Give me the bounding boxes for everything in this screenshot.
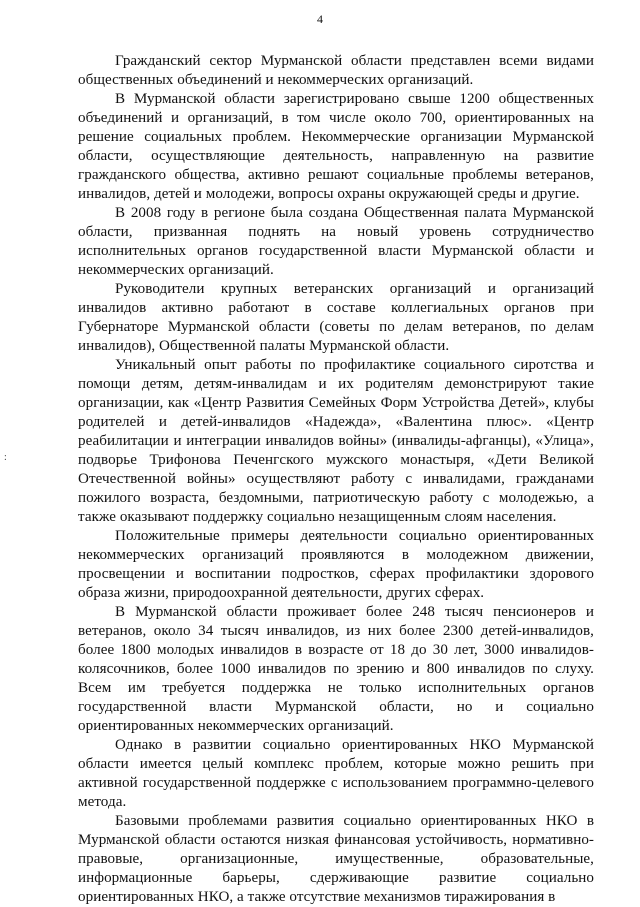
paragraph-civil-sector: Гражданский сектор Мурманской области представлен всеми видами общественных объединений и некоммерческих организаций. [78, 53, 594, 88]
paragraph-population-statistics: В Мурманской области проживает более 248 тысяч пенсионеров и ветеранов, около 34 тысяч инвалидов, из них более 2300 детей-инвалидов, более 1800 молодых инвалидов в возрасте от 18 до 30 лет, 3000 инвалидов-колясочников, более 1000 инвалидов по зрению и 800 инвалидов по слуху. Всем им требуется поддержка не только исполнительных органов государственной власти Мурманской области, но и социально ориентированных некоммерческих организаций. [78, 604, 594, 734]
paragraph-unique-experience: Уникальный опыт работы по профилактике социального сиротства и помощи детям, детям-инвалидам и их родителям демонстрируют такие организации, как «Центр Развития Семейных Форм Устройства Детей», клубы родителей и детей-инвалидов «Надежда», «Валентина плюс». «Центр реабилитации и интеграции инвалидов войны» (инвалиды-афганцы), «Улица», подворье Трифонова Печенгского мужского монастыря, «Дети Великой Отечественной войны» осуществляют работу с инвалидами, гражданами пожилого возраста, бездомными, патриотическую работу с молодежью, а также оказывают поддержку социально незащищенным слоям населения. [78, 357, 594, 525]
paragraph-public-chamber: В 2008 году в регионе была создана Общественная палата Мурманской области, призванная поднять на новый уровень сотрудничество исполнительных органов государственной власти Мурманской области и некоммерческих организаций. [78, 205, 594, 278]
page-number: 4 [317, 12, 323, 26]
paragraph-positive-examples: Положительные примеры деятельности социально ориентированных некоммерческих организаций проявляются в молодежном движении, просвещении и воспитании подростков, сферах профилактики здорового образа жизни, природоохранной деятельности, других сферах. [78, 528, 594, 601]
paragraph-registered-organizations: В Мурманской области зарегистрировано свыше 1200 общественных объединений и организаций, в том числе около 700, ориентированных на решение социальных проблем. Некоммерческие организации Мурманской области, осуществляющие деятельность, направленную на развитие гражданского общества, активно решают социальные проблемы ветеранов, инвалидов, детей и молодежи, вопросы охраны окружающей среды и другие. [78, 91, 594, 202]
margin-mark: : [4, 452, 7, 463]
paragraph-veteran-organizations: Руководители крупных ветеранских организаций и организаций инвалидов активно работают в составе коллегиальных органов при Губернаторе Мурманской области (советы по делам ветеранов, по делам инвалидов), Общественной палаты Мурманской области. [78, 281, 594, 354]
paragraph-problems: Однако в развитии социально ориентированных НКО Мурманской области имеется целый комплекс проблем, которые можно решить при активной государственной поддержке с использованием программно-целевого метода. [78, 737, 594, 810]
document-body [78, 52, 594, 907]
paragraph-base-problems: Базовыми проблемами развития социально ориентированных НКО в Мурманской области остаются низкая финансовая устойчивость, нормативно-правовые, организационные, имущественные, образовательные, информационные барьеры, сдерживающие развитие социально ориентированных НКО, а также отсутствие механизмов тиражирования в [78, 813, 594, 905]
